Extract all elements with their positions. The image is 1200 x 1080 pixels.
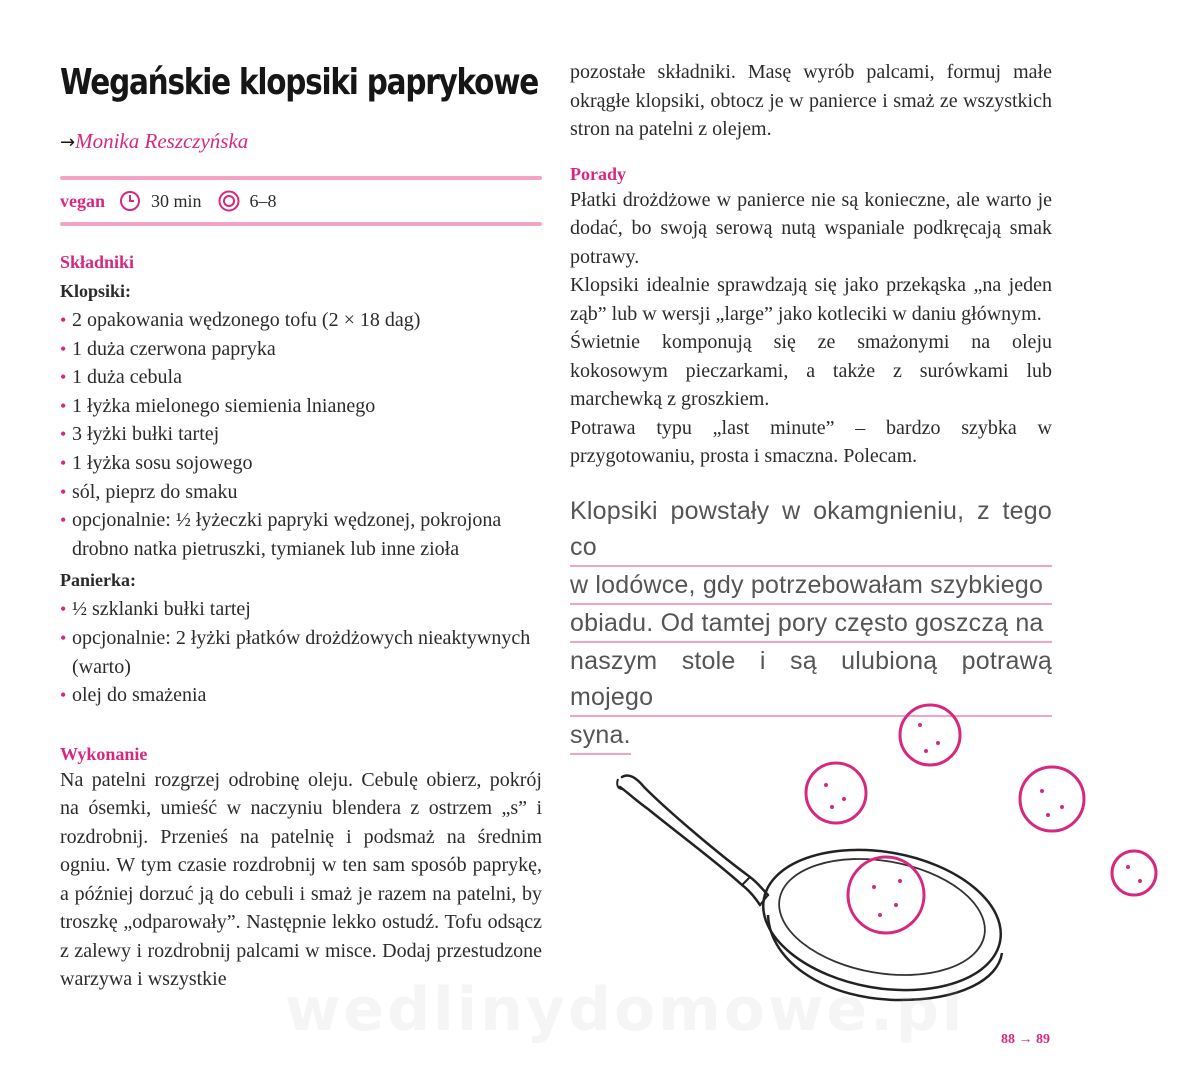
ingredient-list bbox=[60, 595, 542, 709]
recipe-meta bbox=[60, 183, 542, 219]
page-numbers: 88 → 89 bbox=[1001, 1032, 1050, 1047]
plate-icon bbox=[218, 190, 240, 212]
list-item: • ½ szklanki bułki tartej bbox=[60, 595, 542, 624]
prep-time: 30 min bbox=[151, 190, 202, 211]
meatballs bbox=[806, 705, 1156, 895]
diet-badge: vegan bbox=[60, 190, 105, 211]
list-item: • olej do smażenia bbox=[60, 681, 542, 710]
group-title: Klopsiki: bbox=[60, 281, 132, 301]
list-item: • opcjonalnie: 2 łyżki płatków drożdżowych nieaktywnych (warto) bbox=[60, 624, 542, 681]
list-item: • opcjonalnie: ½ łyżeczki papryki wędzonej, pokrojona drobno natka pietruszki, tymianek lub inne zioła bbox=[60, 506, 542, 563]
list-item: • 2 opakowania wędzonego tofu (2 × 18 dag) bbox=[60, 306, 542, 335]
author-name: Monika Reszczyńska bbox=[75, 129, 249, 153]
divider-bottom bbox=[60, 222, 542, 226]
left-column bbox=[60, 58, 542, 994]
tip-paragraph: Świetnie komponują się ze smażonymi na oleju kokosowym pieczarkami, a także z surówkami lub marchewką z groszkiem. bbox=[570, 331, 1052, 410]
tip-paragraph: Klopsiki idealnie sprawdzają się jako przekąska „na jeden ząb” lub w wersji „large” jako kotleciki w daniu głównym. bbox=[570, 274, 1052, 325]
author-row bbox=[60, 128, 542, 156]
frying-pan-illustration bbox=[600, 695, 1160, 1015]
list-item: • sól, pieprz do smaku bbox=[60, 478, 542, 507]
quote-line: w lodówce, gdy potrzebowałam szybkiego bbox=[570, 567, 1052, 605]
clock-icon bbox=[119, 190, 141, 212]
divider-top bbox=[60, 176, 542, 180]
quote-line: syna. bbox=[570, 717, 631, 755]
list-item: • 3 łyżki bułki tartej bbox=[60, 420, 542, 449]
list-item: • 1 łyżka mielonego siemienia lnianego bbox=[60, 392, 542, 421]
tips-title: Porady bbox=[570, 163, 626, 184]
ingredients-title: Składniki bbox=[60, 252, 135, 272]
steps-continued: pozostałe składniki. Masę wyrób palcami, formuj małe okrągłe klopsiki, obtocz je w panierce i smaż ze wszystkich stron na patelni z olejem. bbox=[570, 61, 1052, 140]
list-item: • 1 duża czerwona papryka bbox=[60, 335, 542, 364]
right-column bbox=[570, 58, 1052, 755]
steps-text: Na patelni rozgrzej odrobinę oleju. Cebulę obierz, pokrój na ósemki, umieść w naczyniu blendera z ostrzem „s” i rozdrobnij. Przenieś na patelnię i podsmaż na średnim ogniu. W tym czasie rozdrobnij w ten sam sposób paprykę, a później dorzuć ją do cebuli i smaż je razem na patelni, by troszkę „odparowały”. Następnie lekko ostudź. Tofu odsącz z zalewy i rozdrobnij palcami w misce. Dodaj przestudzone warzywa i wszystkie bbox=[60, 768, 542, 991]
watermark: wedlinydomowe.pl bbox=[285, 975, 966, 1045]
pan-drawing bbox=[600, 695, 1160, 1015]
arrow-icon: → bbox=[60, 132, 76, 153]
group-title: Panierka: bbox=[60, 570, 136, 591]
ingredients-section bbox=[60, 250, 542, 710]
tip-paragraph: Potrawa typu „last minute” – bardzo szybka w przygotowaniu, prosta i smaczna. Polecam. bbox=[570, 416, 1052, 467]
list-item: • 1 łyżka sosu sojowego bbox=[60, 449, 542, 478]
list-item: • 1 duża cebula bbox=[60, 363, 542, 392]
quote-line: obiadu. Od tamtej pory często goszczą na bbox=[570, 605, 1052, 643]
quote-line: naszym stole i są ulubioną potrawą mojego bbox=[570, 643, 1052, 717]
tip-paragraph: Płatki drożdżowe w panierce nie są konieczne, ale warto je dodać, bo swoją serową nutą wspaniale podkręcają smak potrawy. bbox=[570, 188, 1052, 268]
servings: 6–8 bbox=[249, 190, 277, 211]
quote-line: Klopsiki powstały w okamgnieniu, z tego co bbox=[570, 493, 1052, 567]
steps-title: Wykonanie bbox=[60, 743, 148, 764]
steps-section bbox=[60, 742, 542, 994]
recipe-title: Wegańskie klopsiki paprykowe bbox=[60, 62, 539, 103]
ingredient-list bbox=[60, 306, 542, 563]
